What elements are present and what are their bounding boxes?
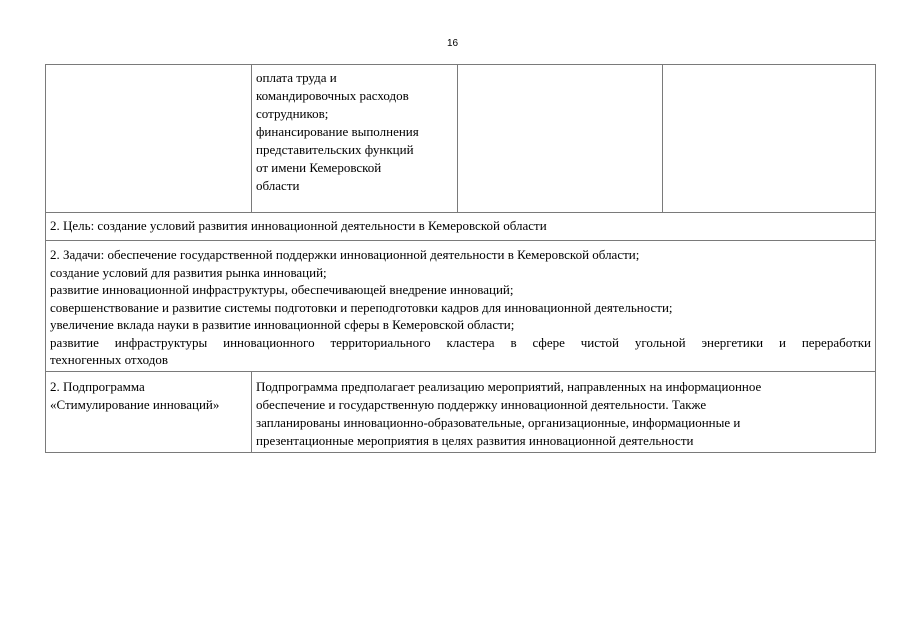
subprogram-name-cell [46,372,252,452]
table-cell-empty-1 [46,65,252,212]
subprogram-desc-line: обеспечение и государственную поддержку инновационной деятельности. Также [256,397,707,412]
subprogram-desc-line: презентационные мероприятия в целях развития инновационной деятельности [256,433,694,448]
cell-text-line: области [256,178,300,193]
table-row-tasks [45,241,876,372]
table-cell-empty-4 [663,65,875,212]
table-cell-empty-3 [458,65,663,212]
task-line: развитие инфраструктуры инновационного территориального кластера в сфере чистой угольной энергетики и переработки [50,334,871,350]
task-line: увеличение вклада науки в развитие инновационной сферы в Кемеровской области; [50,317,515,332]
goal-text: 2. Цель: создание условий развития инновационной деятельности в Кемеровской области [50,218,547,233]
table-cell-expenses-text [252,65,458,212]
subprogram-description-cell [252,372,875,452]
task-line: развитие инновационной инфраструктуры, обеспечивающей внедрение инноваций; [50,282,514,297]
task-line: совершенствование и развитие системы подготовки и переподготовки кадров для инновационной деятельности; [50,299,673,315]
cell-text-line: представительских функций [256,142,414,157]
subprogram-desc-line: запланированы инновационно-образовательные, организационные, информационные и [256,415,741,430]
cell-text-line: сотрудников; [256,106,329,121]
page-number: 16 [446,38,459,49]
cell-text-line: оплата труда и [256,70,337,85]
table-row-goal [45,212,876,241]
subprogram-name-line: 2. Подпрограмма [50,379,145,394]
subprogram-name-line: «Стимулирование инноваций» [50,397,220,412]
cell-text-line: командировочных расходов [256,88,409,103]
table-row-subprogram [45,372,876,453]
task-line: создание условий для развития рынка инноваций; [50,264,327,280]
task-line: 2. Задачи: обеспечение государственной поддержки инновационной деятельности в Кемеровской области; [50,247,640,262]
cell-text-line: финансирование выполнения [256,124,419,139]
cell-text-line: от имени Кемеровской [256,160,382,175]
task-line: техногенных отходов [50,352,168,367]
table-row-expenses [45,64,876,213]
subprogram-desc-line: Подпрограмма предполагает реализацию мероприятий, направленных на информационное [256,379,762,394]
